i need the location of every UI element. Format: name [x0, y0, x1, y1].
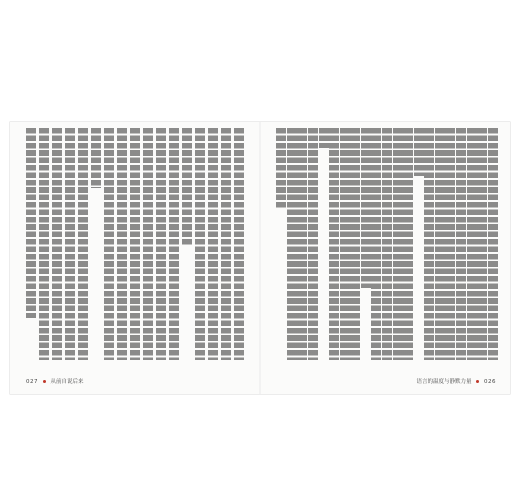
right-page [276, 128, 498, 360]
text-column [91, 128, 101, 188]
left-page-number: 027 [26, 379, 38, 385]
text-column [117, 128, 127, 360]
text-column [78, 128, 88, 360]
text-column [156, 128, 166, 360]
text-column [308, 128, 318, 360]
text-column [143, 128, 153, 360]
right-page-number: 026 [484, 379, 496, 385]
text-column [340, 128, 350, 360]
text-column [329, 128, 339, 360]
text-column [361, 128, 371, 288]
text-column [477, 128, 487, 360]
text-column [130, 128, 140, 360]
text-column [169, 128, 179, 360]
left-page-footer [26, 377, 84, 385]
text-column [488, 128, 498, 360]
footer-dot-icon [476, 380, 479, 383]
text-column [52, 128, 62, 360]
right-running-head: 语言的温度与静默力量 [416, 379, 472, 385]
text-column [182, 128, 192, 246]
text-column [424, 128, 434, 360]
text-column [297, 128, 307, 360]
text-column [319, 128, 329, 148]
text-column [287, 128, 297, 360]
text-column [371, 128, 381, 360]
right-page-footer [416, 377, 496, 385]
text-column [467, 128, 477, 360]
text-column [208, 128, 218, 360]
text-column [221, 128, 231, 360]
text-column [445, 128, 455, 360]
text-column [234, 128, 244, 360]
text-column [414, 128, 424, 176]
footer-dot-icon [43, 380, 46, 383]
text-column [26, 128, 36, 318]
text-column [350, 128, 360, 360]
text-column [104, 128, 114, 360]
text-column [393, 128, 403, 360]
text-column [65, 128, 75, 360]
left-page [24, 128, 246, 360]
text-column [195, 128, 205, 360]
text-column [403, 128, 413, 360]
text-column [39, 128, 49, 360]
text-column [276, 128, 286, 208]
page-gutter [259, 122, 261, 394]
left-running-head: 从前自说后来 [50, 379, 84, 385]
text-column [435, 128, 445, 360]
text-column [382, 128, 392, 360]
book-spread [10, 122, 510, 394]
text-column [456, 128, 466, 360]
